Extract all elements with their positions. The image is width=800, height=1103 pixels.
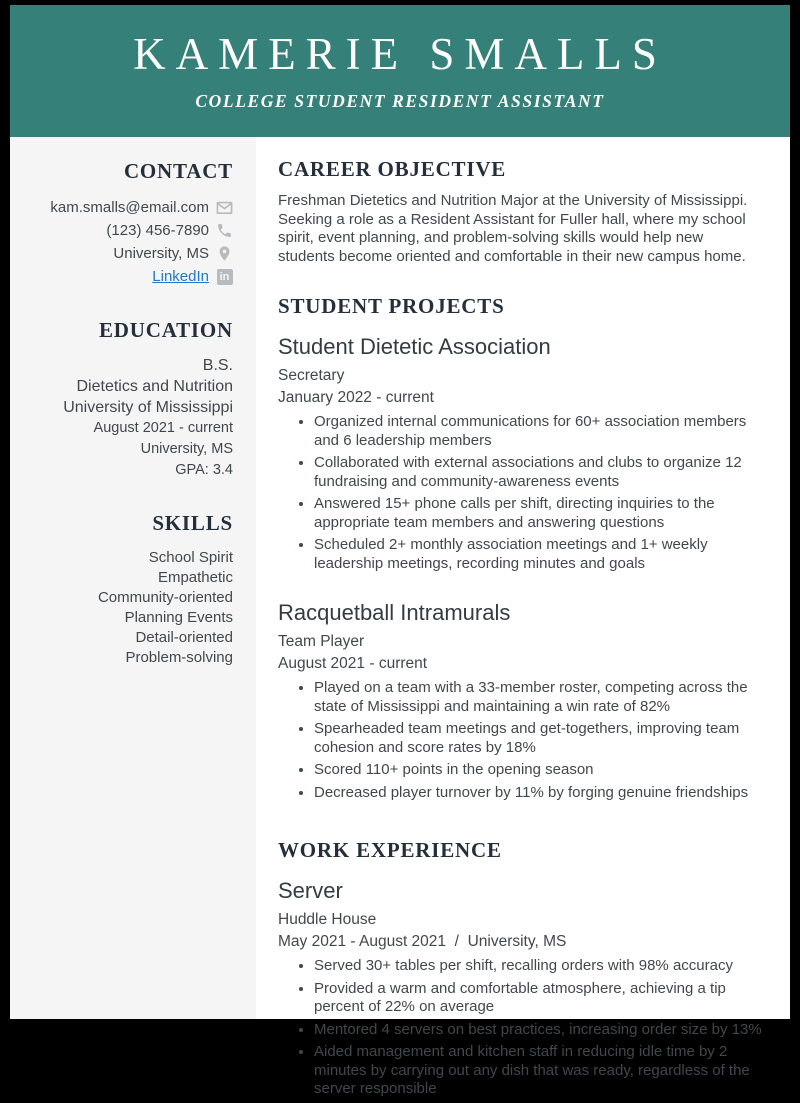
project-bullet: • Played on a team with a 33-member roster, competing across the state of Mississippi and maintaining a win rate of 82%: [314, 679, 764, 720]
contact-section: [26, 159, 233, 288]
skill-item: Community-oriented: [97, 589, 233, 606]
job-bullet: • Aided management and kitchen staff in reducing idle time by 2 minutes by carrying out any dish that was ready, regardless of the server responsible: [314, 1043, 764, 1103]
job-bullet: • Mentored 4 servers on best practices, increasing order size by 13%: [314, 1021, 764, 1044]
career-objective-text: Freshman Dietetics and Nutrition Major at the University of Mississippi. Seeking a role as a Resident Assistant for Fuller hall, where my school spirit, event planning, and problem-solving skills would help new students become oriented and comfortable in their new campus home.: [278, 192, 748, 265]
phone-icon: [216, 222, 233, 239]
education-heading: EDUCATION: [99, 318, 233, 342]
project-bullet: • Answered 15+ phone calls per shift, directing inquiries to the appropriate team members and answering questions: [314, 495, 764, 536]
project-title: Racquetball Intramurals: [278, 600, 511, 625]
contact-location-row: [26, 242, 233, 265]
skill-item: Problem-solving: [125, 649, 233, 666]
person-name: KAMERIE SMALLS: [133, 28, 667, 79]
email-value: kam.smalls@email.com: [50, 199, 209, 216]
location-pin-icon: [216, 245, 233, 262]
project-bullet: • Scored 110+ points in the opening season: [314, 761, 764, 784]
content-columns: [10, 137, 790, 1097]
skills-section: [26, 511, 233, 668]
education-section: [26, 318, 233, 481]
education-location: University, MS: [140, 441, 233, 457]
main-column: [256, 137, 790, 1097]
education-degree: B.S.: [202, 357, 233, 374]
student-projects-heading: STUDENT PROJECTS: [278, 294, 505, 318]
work-experience-section: [278, 838, 764, 1103]
project-title: Student Dietetic Association: [278, 334, 551, 359]
education-gpa: GPA: 3.4: [175, 462, 233, 478]
project-dates: January 2022 - current: [278, 389, 434, 406]
project-entry: [278, 333, 764, 577]
education-school: University of Mississippi: [63, 399, 233, 416]
skill-item: School Spirit: [148, 549, 233, 566]
project-bullet: • Spearheaded team meetings and get-togethers, improving team cohesion and score rates by 18%: [314, 720, 764, 761]
sidebar: [10, 137, 256, 1019]
project-role: Secretary: [278, 367, 345, 384]
linkedin-link[interactable]: LinkedIn: [152, 268, 209, 285]
skill-item: Detail-oriented: [135, 629, 233, 646]
envelope-icon: [216, 199, 233, 216]
career-objective-heading: CAREER OBJECTIVE: [278, 157, 507, 181]
career-objective-section: [278, 157, 764, 266]
person-title: COLLEGE STUDENT RESIDENT ASSISTANT: [195, 91, 605, 112]
project-bullet: • Scheduled 2+ monthly association meetings and 1+ weekly leadership meetings, recording minutes and goals: [314, 536, 764, 577]
project-bullet: • Organized internal communications for 60+ association members and 6 leadership members: [314, 413, 764, 454]
skill-item: Planning Events: [124, 609, 233, 626]
location-value: University, MS: [113, 245, 209, 262]
project-dates: August 2021 - current: [278, 655, 428, 672]
job-title: Server: [278, 878, 343, 903]
job-company: Huddle House: [278, 911, 377, 928]
education-dates: August 2021 - current: [93, 420, 233, 436]
project-bullet-list: [278, 413, 764, 577]
work-experience-heading: WORK EXPERIENCE: [278, 838, 502, 862]
job-bullet-list: [278, 957, 764, 1103]
project-role: Team Player: [278, 633, 365, 650]
contact-phone-row: [26, 219, 233, 242]
contact-email-row: [26, 196, 233, 219]
skills-heading: SKILLS: [152, 511, 233, 535]
job-bullet: • Provided a warm and comfortable atmosphere, achieving a tip percent of 22% on average: [314, 980, 764, 1021]
project-bullet: • Decreased player turnover by 11% by forging genuine friendships: [314, 784, 764, 807]
resume-page: [10, 5, 790, 1097]
phone-value: (123) 456-7890: [106, 222, 209, 239]
education-major: Dietetics and Nutrition: [76, 378, 233, 395]
student-projects-section: [278, 294, 764, 806]
project-bullet: • Collaborated with external associations and clubs to organize 12 fundraising and community-awareness events: [314, 454, 764, 495]
project-entry: [278, 599, 764, 806]
linkedin-icon[interactable]: in: [216, 268, 233, 285]
job-bullet: • Served 30+ tables per shift, recalling orders with 98% accuracy: [314, 957, 764, 980]
skill-item: Empathetic: [157, 569, 233, 586]
work-entry: [278, 877, 764, 1103]
contact-heading: CONTACT: [123, 159, 233, 183]
contact-linkedin-row: [26, 265, 233, 288]
header-banner: [10, 5, 790, 137]
project-bullet-list: [278, 679, 764, 806]
job-dates-location: May 2021 - August 2021 / University, MS: [278, 933, 567, 950]
